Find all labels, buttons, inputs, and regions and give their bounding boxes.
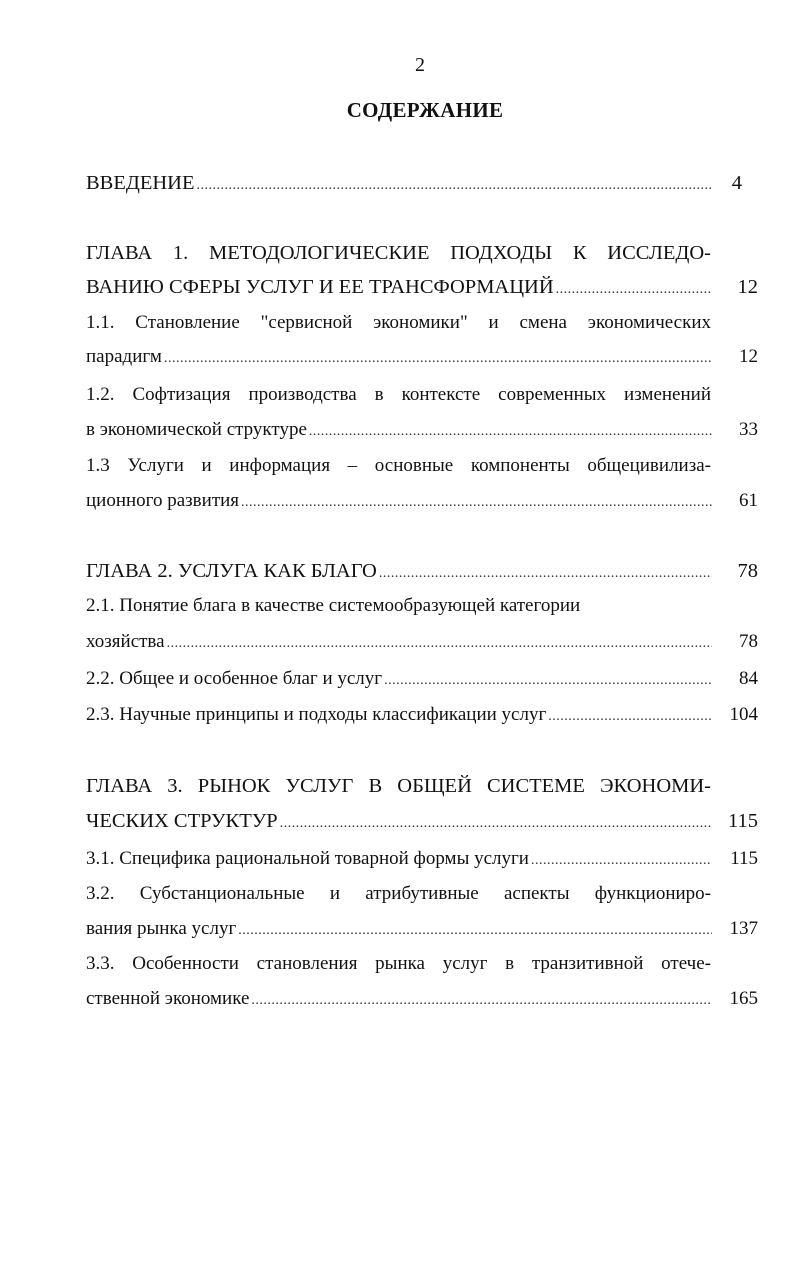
toc-section-3-1[interactable] xyxy=(86,842,758,876)
toc-entry-label: парадигм xyxy=(86,346,162,367)
leader-dots xyxy=(280,807,712,841)
toc-section-1-3-line1[interactable]: 1.3 Услуги и информация – основные компоненты общецивилиза- xyxy=(86,455,711,476)
toc-section-2-1-line2[interactable] xyxy=(86,625,758,659)
toc-entry-page: 61 xyxy=(739,490,758,511)
leader-dots xyxy=(379,557,712,591)
toc-entry-page: 115 xyxy=(730,848,758,869)
leader-dots xyxy=(548,700,712,734)
toc-entry-page: 115 xyxy=(728,810,758,832)
toc-entry-intro[interactable] xyxy=(86,166,758,200)
toc-section-1-2-line1[interactable]: 1.2. Софтизация производства в контексте современных изменений xyxy=(86,384,711,405)
toc-entry-label: 2.3. Научные принципы и подходы классификации услуг xyxy=(86,704,547,725)
toc-entry-page: 104 xyxy=(729,704,758,725)
toc-title: СОДЕРЖАНИЕ xyxy=(346,98,504,122)
toc-section-3-3-line1[interactable]: 3.3. Особенности становления рынка услуг в транзитивной отече- xyxy=(86,953,711,974)
toc-section-2-1-line1[interactable]: 2.1. Понятие блага в качестве системообразующей категории xyxy=(86,595,581,616)
toc-entry-label: 3.1. Специфика рациональной товарной формы услуги xyxy=(86,848,529,869)
toc-section-2-3[interactable] xyxy=(86,698,758,732)
toc-chapter-2[interactable] xyxy=(86,554,758,588)
toc-entry-label: ционного развития xyxy=(86,490,240,511)
leader-dots xyxy=(197,169,712,203)
toc-entry-page: 78 xyxy=(737,560,758,582)
toc-chapter-1-line2[interactable] xyxy=(86,270,758,304)
toc-entry-page: 78 xyxy=(739,631,758,652)
toc-entry-label: в экономической структуре xyxy=(86,419,307,440)
toc-entry-label: ЧЕСКИХ СТРУКТУР xyxy=(86,810,278,832)
toc-section-2-2[interactable] xyxy=(86,662,758,696)
toc-entry-page: 12 xyxy=(739,346,758,367)
toc-entry-label: ВАНИЮ СФЕРЫ УСЛУГ И ЕЕ ТРАНСФОРМАЦИЙ xyxy=(86,276,554,298)
leader-dots xyxy=(167,627,712,661)
toc-section-1-3-line2[interactable] xyxy=(86,484,758,518)
toc-chapter-3-line1[interactable]: ГЛАВА 3. РЫНОК УСЛУГ В ОБЩЕЙ СИСТЕМЕ ЭКОНОМИ- xyxy=(86,775,711,797)
toc-entry-page: 12 xyxy=(737,276,758,298)
toc-entry-page: 165 xyxy=(729,988,758,1009)
toc-chapter-3-line2[interactable] xyxy=(86,804,758,838)
toc-entry-page: 84 xyxy=(739,668,758,689)
leader-dots xyxy=(251,984,712,1018)
leader-dots xyxy=(384,664,712,698)
toc-section-1-2-line2[interactable] xyxy=(86,413,758,447)
leader-dots xyxy=(309,415,712,449)
toc-entry-label: ственной экономике xyxy=(86,988,250,1009)
leader-dots xyxy=(238,914,712,948)
leader-dots xyxy=(241,486,712,520)
toc-entry-page: 137 xyxy=(729,918,758,939)
toc-section-1-1-line2[interactable] xyxy=(86,340,758,374)
toc-entry-label: ГЛАВА 2. УСЛУГА КАК БЛАГО xyxy=(86,560,377,582)
toc-entry-label: 2.2. Общее и особенное благ и услуг xyxy=(86,668,383,689)
toc-section-3-2-line2[interactable] xyxy=(86,912,758,946)
toc-section-1-1-line1[interactable]: 1.1. Становление "сервисной экономики" и смена экономических xyxy=(86,312,711,333)
page-number: 2 xyxy=(415,54,425,76)
leader-dots xyxy=(531,844,712,878)
toc-section-3-3-line2[interactable] xyxy=(86,982,758,1016)
toc-chapter-1-line1[interactable]: ГЛАВА 1. МЕТОДОЛОГИЧЕСКИЕ ПОДХОДЫ К ИССЛЕДО- xyxy=(86,242,711,264)
toc-entry-page: 33 xyxy=(739,419,758,440)
leader-dots xyxy=(556,273,712,307)
toc-entry-label: вания рынка услуг xyxy=(86,918,237,939)
toc-entry-label: хозяйства xyxy=(86,631,165,652)
toc-entry-page: 4 xyxy=(731,172,742,194)
toc-section-3-2-line1[interactable]: 3.2. Субстанциональные и атрибутивные аспекты функциониро- xyxy=(86,883,711,904)
toc-entry-label: ВВЕДЕНИЕ xyxy=(86,172,195,194)
leader-dots xyxy=(164,342,712,376)
